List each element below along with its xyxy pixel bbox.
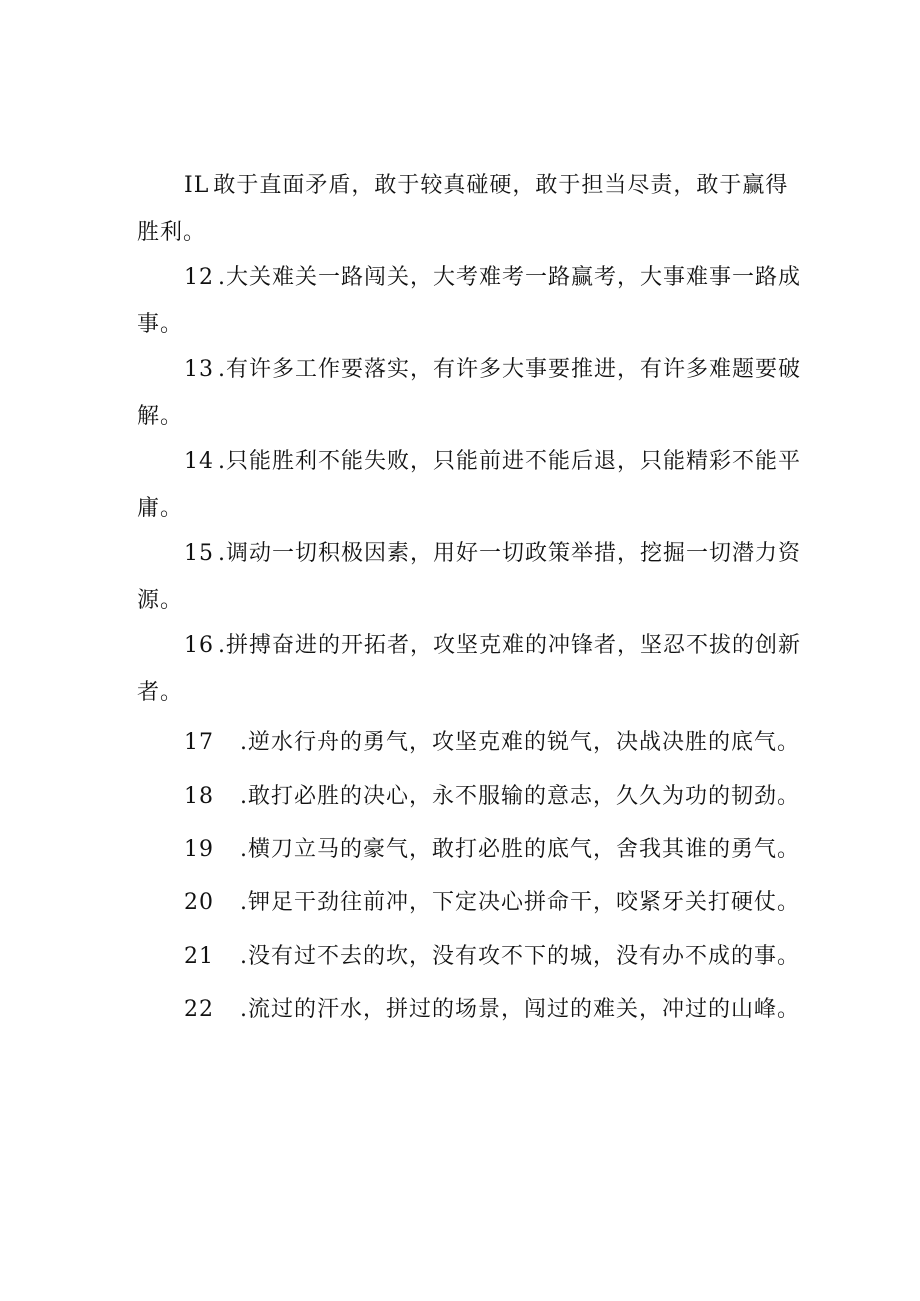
item-number: IL — [184, 173, 210, 198]
item-text: .拼搏奋进的开拓者，攻坚克难的冲锋者，坚忍不拔的创新者。 — [137, 633, 801, 705]
item-text: .只能胜利不能失败，只能前进不能后退，只能精彩不能平庸。 — [137, 449, 801, 521]
item-text: .大关难关一路闯关，大考难考一路赢考，大事难事一路成事。 — [137, 265, 801, 337]
list-item — [137, 530, 807, 624]
item-number: 22 — [184, 997, 214, 1022]
item-number: 13 — [184, 357, 214, 382]
item-text: .有许多工作要落实，有许多大事要推进，有许多难题要破解。 — [137, 357, 801, 429]
item-number: 14 — [184, 449, 214, 474]
item-number: 15 — [184, 541, 214, 566]
list-item — [137, 162, 807, 256]
list-item — [137, 622, 807, 716]
item-number: 17 — [184, 730, 214, 755]
item-number: 18 — [184, 784, 214, 809]
list-item — [184, 888, 814, 918]
list-item — [184, 728, 814, 758]
item-number: 12 — [184, 265, 214, 290]
item-text: .逆水行舟的勇气，攻坚克难的锐气，决战决胜的底气。 — [240, 730, 800, 755]
list-item — [137, 254, 807, 348]
item-number: 20 — [184, 890, 214, 915]
item-text: .没有过不去的坎，没有攻不下的城，没有办不成的事。 — [240, 944, 800, 969]
item-text: .调动一切积极因素，用好一切政策举措，挖掘一切潜力资源。 — [137, 541, 801, 613]
item-number: 16 — [184, 633, 214, 658]
item-text: .钾足干劲往前冲，下定决心拼命干，咬紧牙关打硬仗。 — [240, 890, 800, 915]
item-text: .敢打必胜的决心，永不服输的意志，久久为功的韧劲。 — [240, 784, 800, 809]
list-item — [137, 438, 807, 532]
item-text: .流过的汗水，拼过的场景，闯过的难关，冲过的山峰。 — [240, 997, 800, 1022]
item-text: .横刀立马的豪气，敢打必胜的底气，舍我其谁的勇气。 — [240, 837, 800, 862]
list-item — [184, 995, 814, 1025]
list-item — [184, 782, 814, 812]
list-item — [137, 346, 807, 440]
item-number: 21 — [184, 944, 214, 969]
list-item — [184, 942, 814, 972]
item-number: 19 — [184, 837, 214, 862]
item-text: 敢于直面矛盾，敢于较真碰硬，敢于担当尽责，敢于赢得胜利。 — [137, 173, 789, 245]
list-item — [184, 835, 814, 865]
